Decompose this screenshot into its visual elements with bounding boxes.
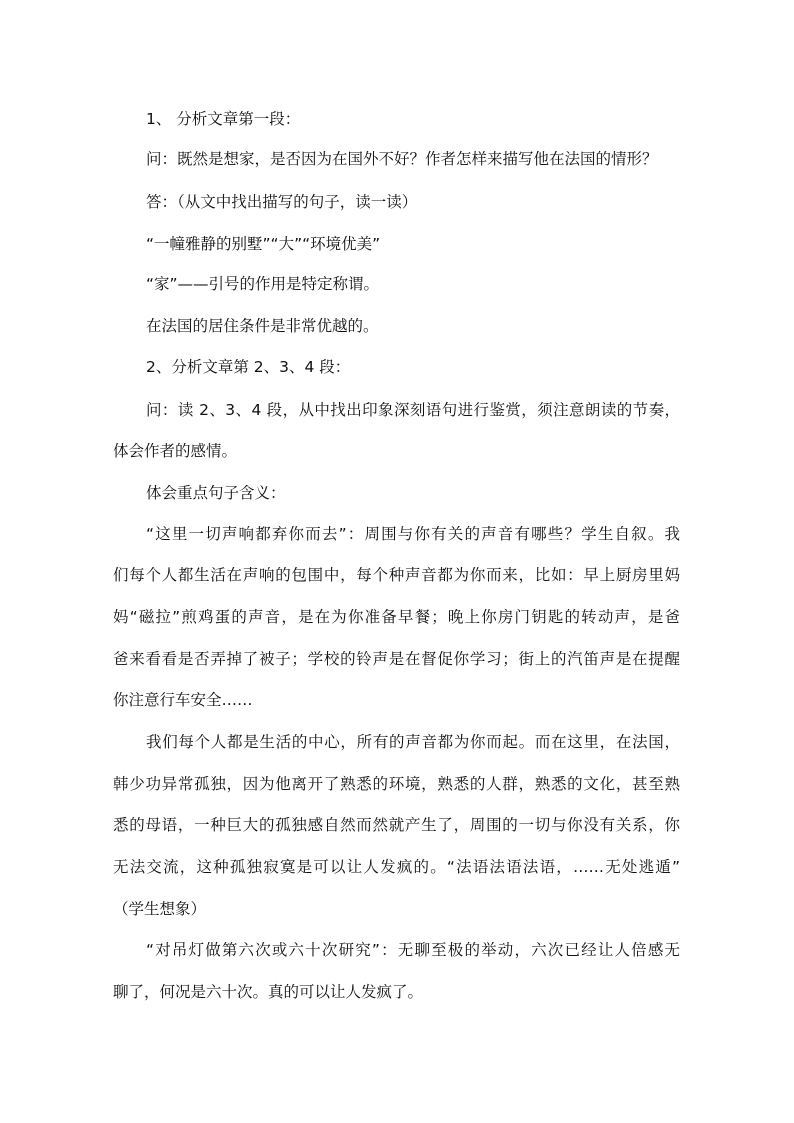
paragraph-2-line-5: （学生想象） — [113, 900, 207, 918]
paragraph-1-line-3: 妈“磁拉”煎鸡蛋的声音，是在为你准备早餐；晚上你房门钥匙的转动声，是爸 — [113, 608, 680, 626]
paragraph-1-line-4: 爸来看看是否弄掉了被子；学校的铃声是在督促你学习；街上的汽笛声是在提醒 — [113, 650, 680, 668]
question-1: 问：既然是想家，是否因为在国外不好？作者怎样来描写他在法国的情形？ — [146, 150, 658, 168]
paragraph-2-line-3: 悉的母语，一种巨大的孤独感自然而然就产生了，周围的一切与你没有关系，你 — [113, 816, 680, 834]
paragraph-2-line-1: 我们每个人都是生活的中心，所有的声音都为你而起。而在这里，在法国， — [146, 733, 680, 751]
heading-1: 1、 分析文章第一段： — [146, 110, 301, 128]
paragraph-1-line-5: 你注意行车安全…… — [113, 691, 253, 709]
living-conditions: 在法国的居住条件是非常优越的。 — [146, 317, 379, 335]
question-2-line-1: 问：读 2、3、4 段，从中找出印象深刻语句进行鉴赏，须注意朗读的节奏， — [146, 401, 680, 419]
question-2-line-2: 体会作者的感情。 — [113, 442, 238, 460]
paragraph-1-line-2: 们每个人都生活在声响的包围中，每个种声音都为你而来，比如：早上厨房里妈 — [113, 566, 680, 584]
heading-2: 2、分析文章第 2、3、4 段： — [146, 358, 351, 376]
paragraph-2-line-2: 韩少功异常孤独，因为他离开了熟悉的环境，熟悉的人群，熟悉的文化，甚至熟 — [113, 775, 680, 793]
paragraph-2-line-4: 无法交流，这种孤独寂寞是可以让人发疯的。“法语法语法语，……无处逃遁” — [113, 858, 680, 876]
paragraph-3-line-1: “对吊灯做第六次或六十次研究”：无聊至极的举动，六次已经让人倍感无 — [146, 941, 680, 959]
quote-villa: “一幢雅静的别墅”“大”“环境优美” — [146, 235, 381, 253]
paragraph-3-line-2: 聊了，何况是六十次。真的可以让人发疯了。 — [113, 983, 424, 1001]
paragraph-1-line-1: “这里一切声响都弃你而去”：周围与你有关的声音有哪些？学生自叙。我 — [146, 525, 680, 543]
answer-1: 答：（从文中找出描写的句子，读一读） — [146, 193, 418, 211]
key-sentences-heading: 体会重点句子含义： — [146, 484, 286, 502]
quote-home: “家”——引号的作用是特定称谓。 — [146, 275, 380, 293]
